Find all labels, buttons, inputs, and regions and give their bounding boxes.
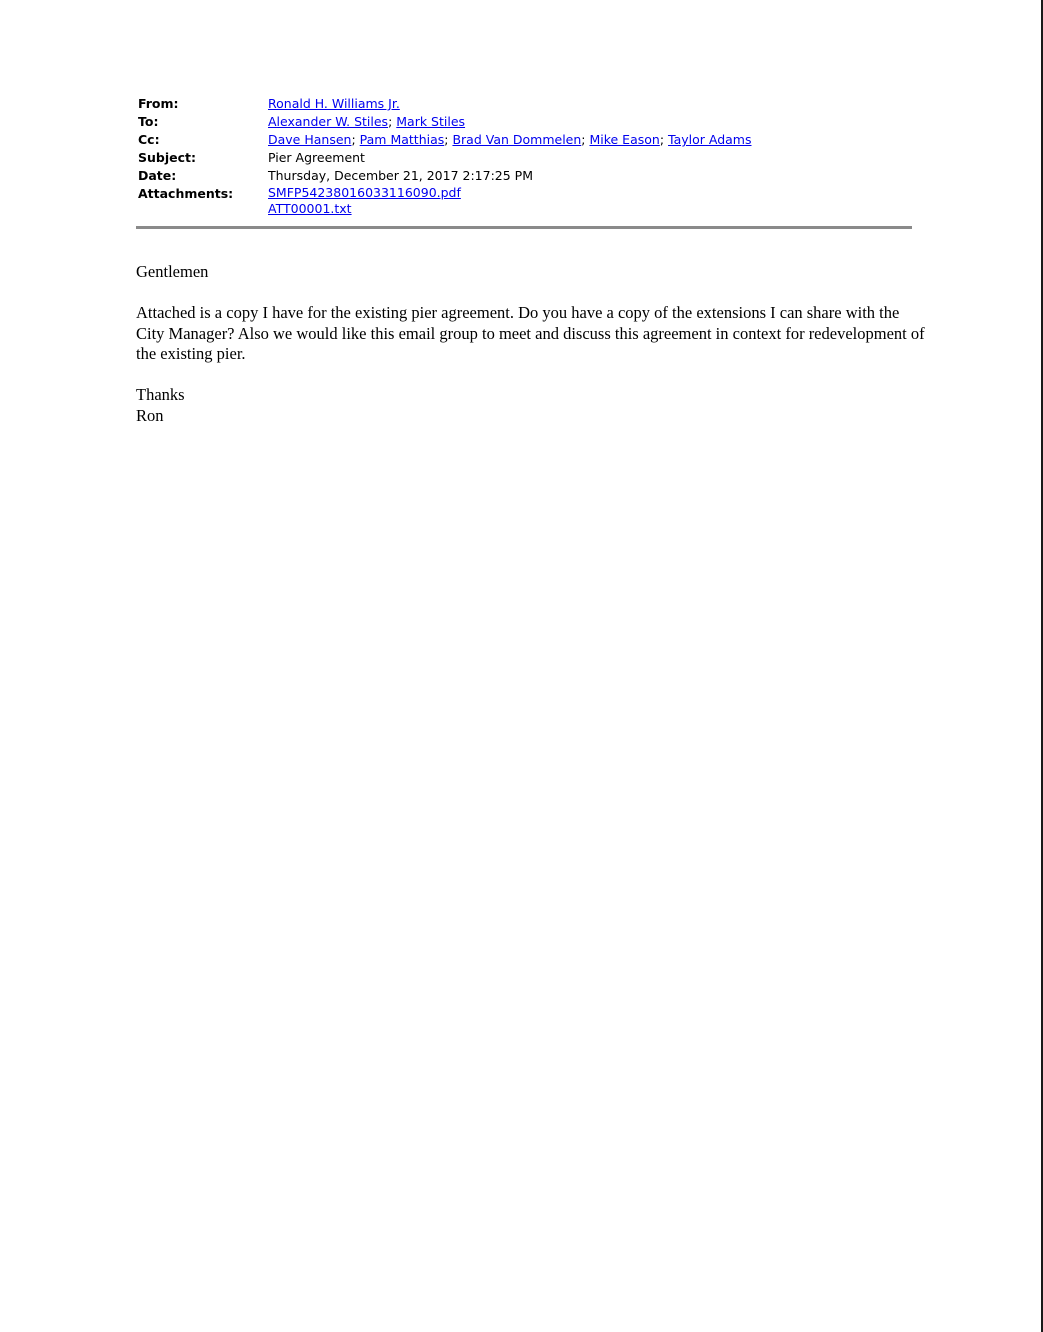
cc-link-pam-matthias[interactable]: Pam Matthias xyxy=(359,132,445,147)
date-label: Date: xyxy=(138,168,177,183)
body-paragraph: Attached is a copy I have for the existing pier agreement. Do you have a copy of the extensions I can share with the City Manager? Also we would like this email group to meet and discuss this agreement in context for redevelopment of the existing pier. xyxy=(136,303,925,363)
attachments-row xyxy=(138,185,918,217)
subject-row xyxy=(138,149,918,167)
separator: ; xyxy=(581,132,590,147)
cc-link-mike-eason[interactable]: Mike Eason xyxy=(589,132,660,147)
greeting: Gentlemen xyxy=(136,262,209,281)
separator: ; xyxy=(444,132,453,147)
to-label: To: xyxy=(138,114,159,129)
email-header xyxy=(138,95,918,217)
separator: ; xyxy=(659,132,669,147)
from-link[interactable]: Ronald H. Williams Jr. xyxy=(268,96,400,111)
cc-link-brad-van-dommelen[interactable]: Brad Van Dommelen xyxy=(452,132,582,147)
from-label: From: xyxy=(138,96,179,111)
separator: ; xyxy=(388,114,397,129)
header-divider xyxy=(136,226,912,229)
attachment-link-pdf[interactable]: SMFP54238016033116090.pdf xyxy=(268,185,461,200)
cc-link-taylor-adams[interactable]: Taylor Adams xyxy=(668,132,752,147)
cc-label: Cc: xyxy=(138,132,160,147)
to-row xyxy=(138,113,918,131)
email-body xyxy=(136,262,926,447)
subject-value: Pier Agreement xyxy=(268,150,365,165)
cc-link-dave-hansen[interactable]: Dave Hansen xyxy=(268,132,352,147)
closing: Thanks xyxy=(136,385,185,404)
to-link-mark-stiles[interactable]: Mark Stiles xyxy=(396,114,466,129)
date-value: Thursday, December 21, 2017 2:17:25 PM xyxy=(268,168,533,183)
date-row xyxy=(138,167,918,185)
signature: Ron xyxy=(136,405,164,425)
separator: ; xyxy=(351,132,360,147)
attachments-label: Attachments: xyxy=(138,186,234,201)
subject-label: Subject: xyxy=(138,150,196,165)
to-link-alexander-stiles[interactable]: Alexander W. Stiles xyxy=(268,114,389,129)
cc-row xyxy=(138,131,918,149)
from-row xyxy=(138,95,918,113)
attachment-link-txt[interactable]: ATT00001.txt xyxy=(268,201,352,216)
